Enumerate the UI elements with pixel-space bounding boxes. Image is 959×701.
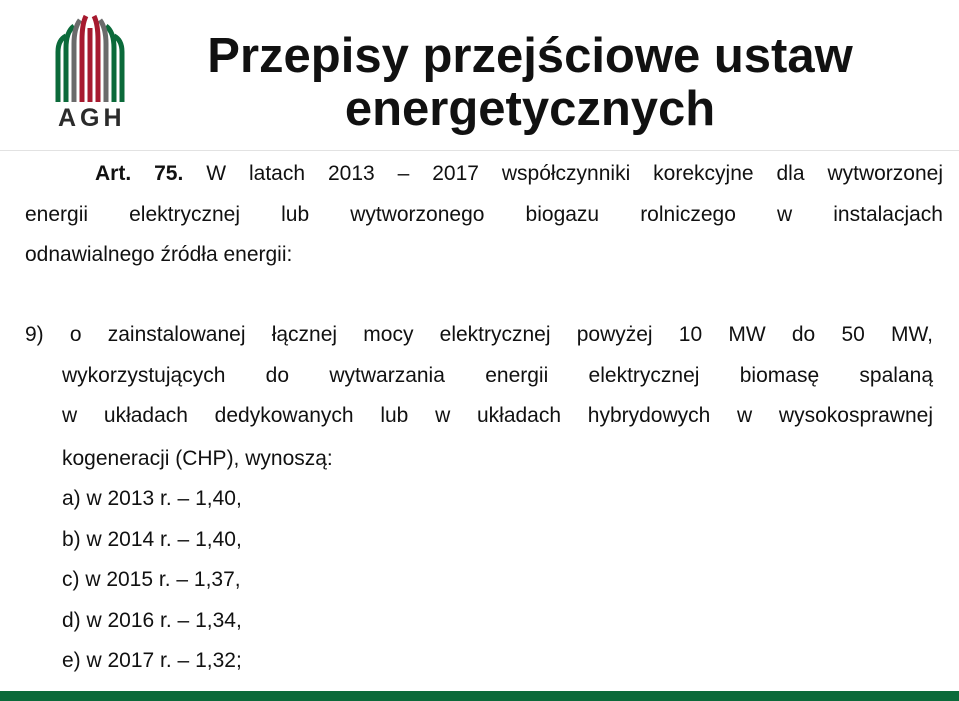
intro-line-1 bbox=[95, 162, 943, 186]
title-divider bbox=[0, 150, 959, 151]
logo-text: AGH bbox=[58, 104, 126, 132]
list-item: a) w 2013 r. – 1,40, bbox=[62, 487, 242, 510]
title-line-1: Przepisy przejściowe ustaw bbox=[207, 29, 853, 83]
point-9-line-4: kogeneracji (CHP), wynoszą: bbox=[62, 447, 333, 470]
point-9-line-3: w układach dedykowanych lub w układach hybrydowych w wysokosprawnej bbox=[62, 404, 933, 427]
footer-bar bbox=[0, 691, 959, 701]
page-title bbox=[140, 30, 920, 136]
list-item: b) w 2014 r. – 1,40, bbox=[62, 528, 242, 551]
article-number: Art. 75. bbox=[95, 162, 184, 185]
intro-line-2: energii elektrycznej lub wytworzonego biogazu rolniczego w instalacjach bbox=[25, 203, 943, 226]
intro-line-1-text: W latach 2013 – 2017 współczynniki korekcyjne dla wytworzonej bbox=[206, 162, 943, 185]
point-9-line-1: 9) o zainstalowanej łącznej mocy elektrycznej powyżej 10 MW do 50 MW, bbox=[25, 323, 933, 346]
list-item: e) w 2017 r. – 1,32; bbox=[62, 649, 242, 672]
intro-line-3: odnawialnego źródła energii: bbox=[25, 243, 293, 266]
point-9-line-2: wykorzystujących do wytwarzania energii elektrycznej biomasę spalaną bbox=[62, 364, 933, 387]
list-item: d) w 2016 r. – 1,34, bbox=[62, 609, 242, 632]
list-item: c) w 2015 r. – 1,37, bbox=[62, 568, 241, 591]
title-line-2: energetycznych bbox=[344, 82, 716, 136]
agh-logo-mark-icon bbox=[50, 14, 130, 104]
